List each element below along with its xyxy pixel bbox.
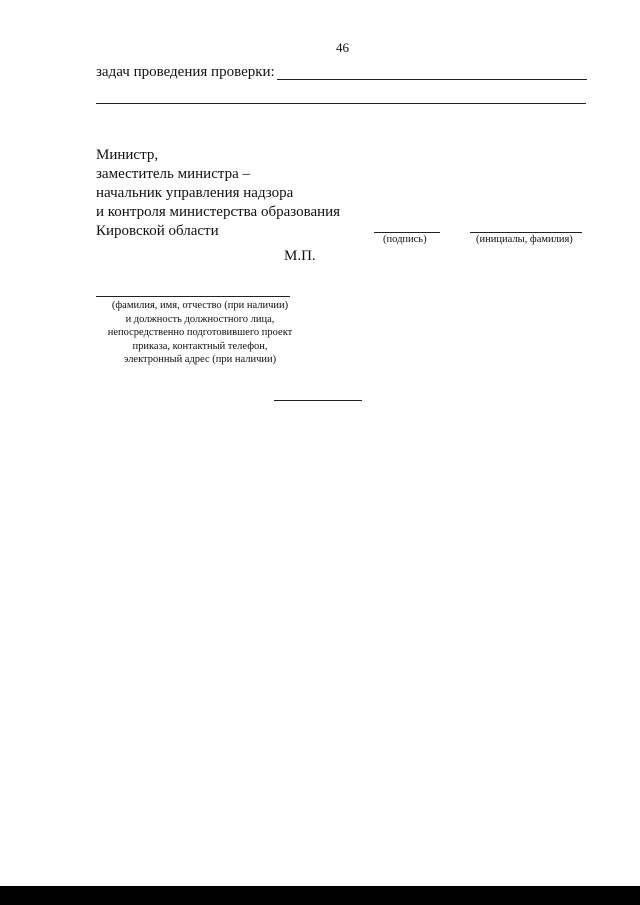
executor-caption-line: электронный адрес (при наличии)	[123, 354, 277, 365]
executor-caption-block	[80, 299, 320, 367]
signer-position-block	[96, 146, 340, 241]
scan-edge-bar	[0, 886, 640, 905]
stamp-place-label: М.П.	[284, 248, 316, 264]
signature-caption: (подпись)	[383, 234, 427, 245]
signer-position-line: начальник управления надзора	[96, 185, 294, 201]
executor-caption-line: непосредственно подготовившего проект	[107, 327, 293, 338]
executor-fill-line	[96, 296, 290, 297]
initials-surname-caption: (инициалы, фамилия)	[476, 234, 573, 245]
signer-position-line: и контроля министерства образования	[96, 204, 341, 220]
signature-line	[374, 232, 440, 233]
executor-caption-line: приказа, контактный телефон,	[132, 340, 268, 352]
executor-caption-line: и должность должностного лица,	[125, 313, 275, 325]
initials-surname-line	[470, 232, 582, 233]
inspection-tasks-fill-line	[277, 79, 587, 80]
signer-position-line: заместитель министра –	[96, 166, 251, 182]
inspection-tasks-continuation-line	[96, 103, 586, 104]
page-number: 46	[336, 40, 349, 55]
executor-caption-line: (фамилия, имя, отчество (при наличии)	[111, 300, 289, 311]
signer-position-line: Министр,	[96, 147, 159, 163]
inspection-tasks-label: задач проведения проверки:	[96, 64, 275, 80]
signer-position-line: Кировской области	[96, 223, 219, 239]
document-end-line	[274, 400, 362, 401]
